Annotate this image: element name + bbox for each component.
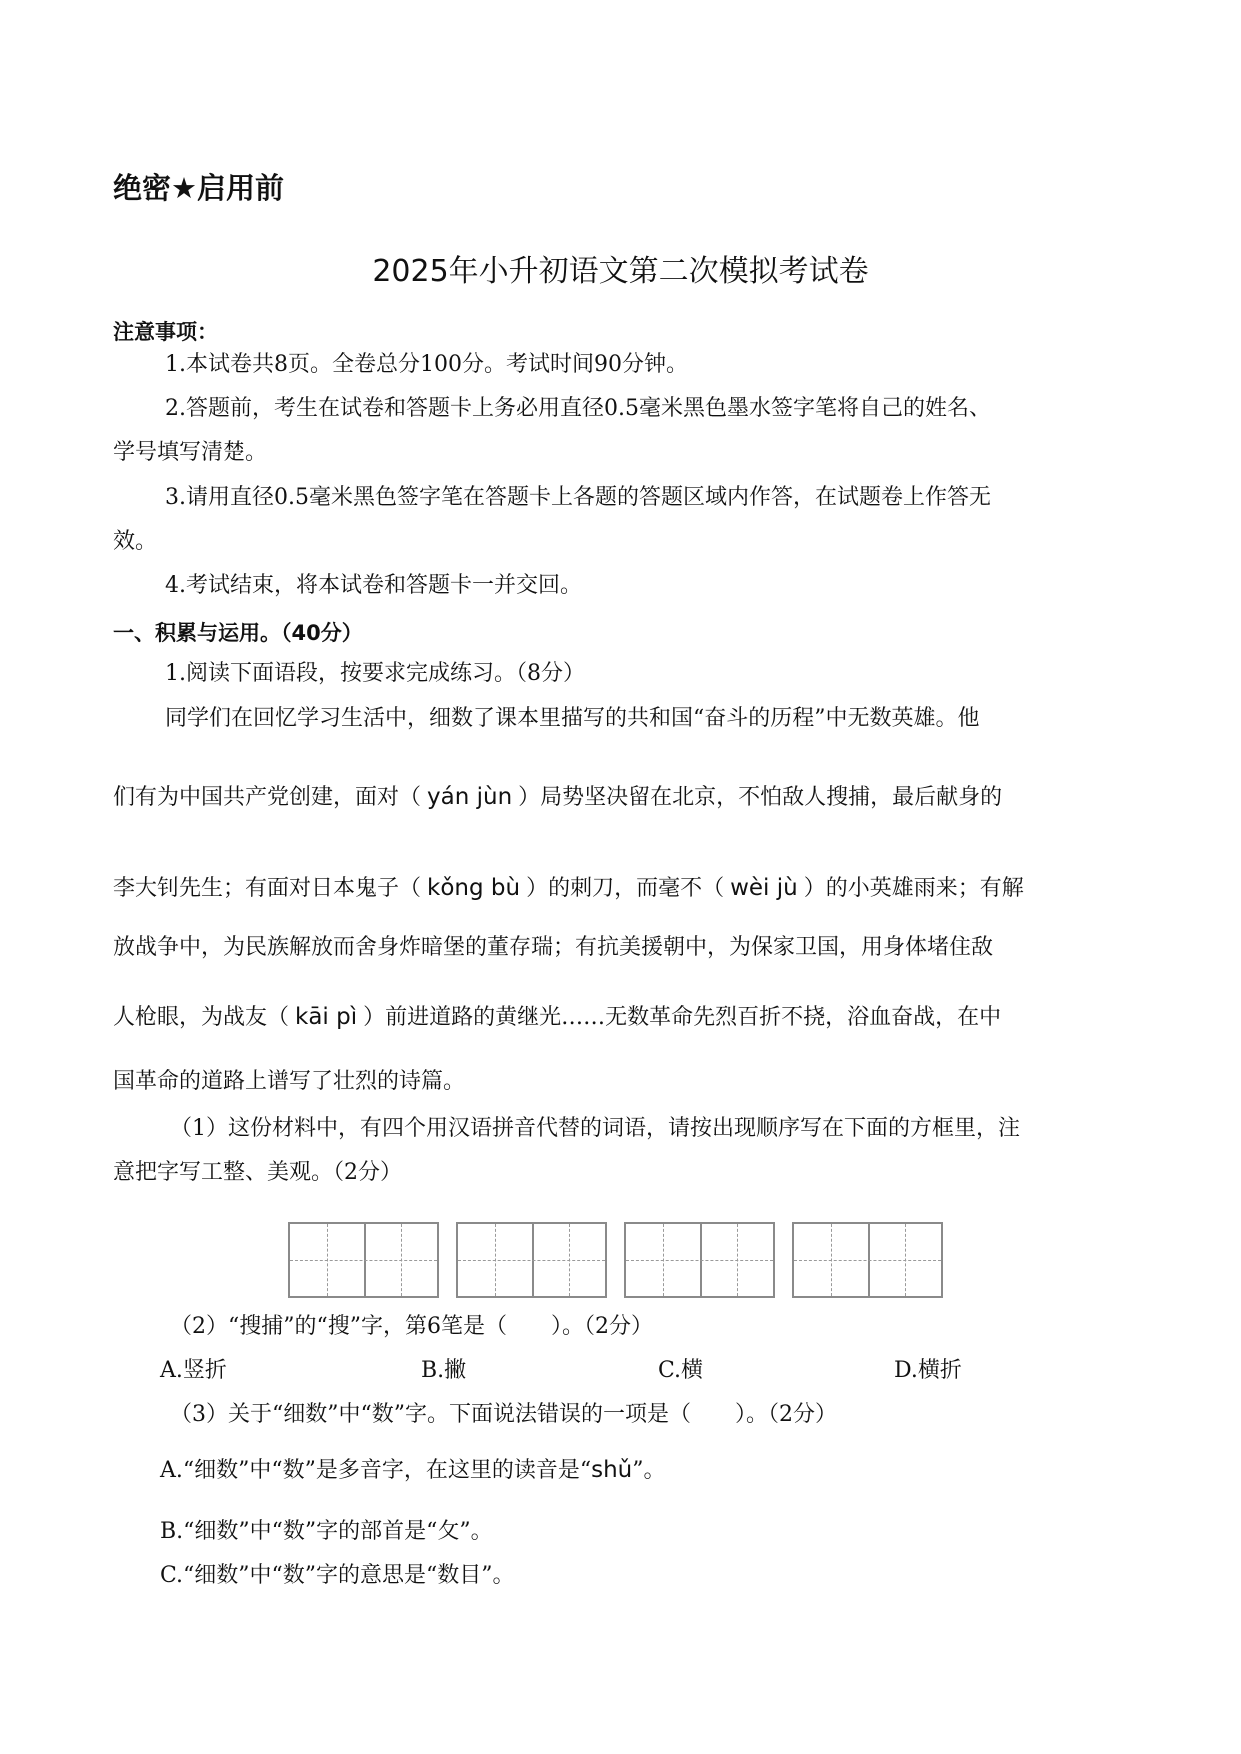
passage-line-5 bbox=[113, 1002, 1001, 1033]
sub-question-1-line-2: 意把字写工整、美观。（2分） bbox=[113, 1160, 402, 1185]
option-b[interactable]: B.撇 bbox=[421, 1358, 467, 1383]
passage-text: ）的刺刀，而毫不（ bbox=[526, 876, 725, 901]
pinyin-blank: kǒng bù bbox=[427, 875, 521, 901]
passage-text: 人枪眼，为战友（ bbox=[113, 1005, 290, 1030]
option-b[interactable]: B.“细数”中“数”字的部首是“攵”。 bbox=[160, 1519, 493, 1544]
notice-item-4: 4.考试结束，将本试卷和答题卡一并交回。 bbox=[165, 573, 582, 598]
answer-grid-word-2[interactable] bbox=[456, 1222, 607, 1298]
notice-item-3-line-2: 效。 bbox=[113, 529, 158, 554]
answer-grid-word-4[interactable] bbox=[792, 1222, 943, 1298]
option-d[interactable]: D.横折 bbox=[894, 1358, 962, 1383]
notice-item-3-line-1: 3.请用直径0.5毫米黑色签字笔在答题卡上各题的答题区域内作答，在试题卷上作答无 bbox=[165, 485, 991, 510]
passage-line-3 bbox=[113, 873, 1024, 904]
passage-line-2 bbox=[113, 782, 1002, 813]
notice-item-2-line-2: 学号填写清楚。 bbox=[113, 440, 268, 465]
exam-title: 2025年小升初语文第二次模拟考试卷 bbox=[372, 254, 869, 289]
sub-question-3: （3）关于“细数”中“数”字。下面说法错误的一项是（ ）。（2分） bbox=[170, 1402, 837, 1427]
section-1-heading: 一、积累与运用。（40分） bbox=[113, 621, 363, 645]
option-text: A.“细数”中“数”是多音字，在这里的读音是“ bbox=[160, 1458, 592, 1483]
pinyin-blank: wèi jù bbox=[730, 875, 798, 901]
notice-heading: 注意事项： bbox=[113, 320, 218, 344]
passage-text: ）局势坚决留在北京，不怕敌人搜捕，最后献身的 bbox=[518, 785, 1003, 810]
notice-item-1: 1.本试卷共8页。全卷总分100分。考试时间90分钟。 bbox=[165, 352, 688, 377]
option-a[interactable] bbox=[160, 1455, 666, 1486]
passage-text: ）前进道路的黄继光……无数革命先烈百折不挠，浴血奋战，在中 bbox=[363, 1005, 1002, 1030]
passage-line-1: 同学们在回忆学习生活中，细数了课本里描写的共和国“奋斗的历程”中无数英雄。他 bbox=[165, 706, 980, 731]
option-text: ”。 bbox=[632, 1458, 666, 1483]
passage-line-6: 国革命的道路上谱写了壮烈的诗篇。 bbox=[113, 1069, 466, 1094]
option-c[interactable]: C.横 bbox=[658, 1358, 704, 1383]
passage-line-4: 放战争中，为民族解放而舍身炸暗堡的董存瑞；有抗美援朝中，为保家卫国，用身体堵住敌 bbox=[113, 935, 994, 960]
option-a[interactable]: A.竖折 bbox=[160, 1358, 227, 1383]
notice-item-2-line-1: 2.答题前，考生在试卷和答题卡上务必用直径0.5毫米黑色墨水签字笔将自己的姓名、 bbox=[165, 396, 991, 421]
pinyin-text: shǔ bbox=[591, 1457, 633, 1483]
answer-grid-word-3[interactable] bbox=[624, 1222, 775, 1298]
pinyin-blank: yán jùn bbox=[427, 784, 513, 810]
sub-question-2: （2）“搜捕”的“搜”字，第6笔是（ ）。（2分） bbox=[170, 1314, 653, 1339]
option-c[interactable]: C.“细数”中“数”字的意思是“数目”。 bbox=[160, 1563, 515, 1588]
passage-text: 们有为中国共产党创建，面对（ bbox=[113, 785, 422, 810]
pinyin-blank: kāi pì bbox=[295, 1004, 358, 1030]
confidential-label: 绝密★启用前 bbox=[113, 171, 284, 205]
question-1-intro: 1.阅读下面语段，按要求完成练习。（8分） bbox=[165, 661, 585, 686]
answer-grid-word-1[interactable] bbox=[288, 1222, 439, 1298]
passage-text: 李大钊先生；有面对日本鬼子（ bbox=[113, 876, 422, 901]
sub-question-1-line-1: （1）这份材料中，有四个用汉语拼音代替的词语，请按出现顺序写在下面的方框里，注 bbox=[170, 1116, 1020, 1141]
passage-text: ）的小英雄雨来；有解 bbox=[803, 876, 1024, 901]
